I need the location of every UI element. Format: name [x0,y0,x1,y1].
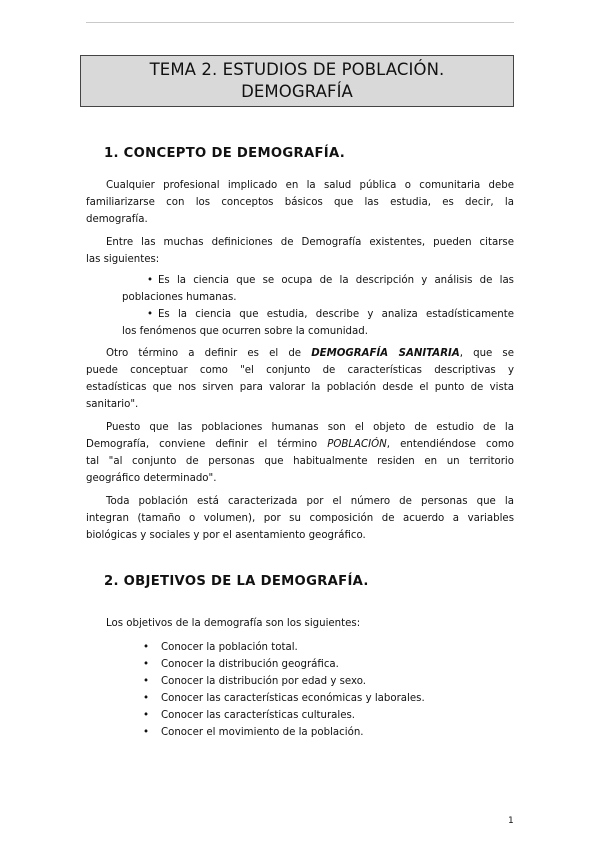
bullet-icon: • [147,309,154,320]
objectives-list [143,639,425,741]
list-item: • Conocer la distribución por edad y sexo. [143,673,425,690]
paragraph-5-line: integran (tamaño o volumen), por su composición de acuerdo a variables [86,513,514,524]
paragraph-3-line: Otro término a definir es el de DEMOGRAFÍA SANITARIA, que se [106,348,515,359]
list-item: • Conocer la distribución geográfica. [143,656,425,673]
paragraph-5 [86,493,514,544]
definition-item: • Es la ciencia que se ocupa de la descripción y análisis de las poblaciones humanas. [122,272,514,306]
definition-list [122,272,514,340]
paragraph-3-line: estadísticas que nos sirven para valorar la población desde el punto de vista [86,382,514,393]
paragraph-1-line: Cualquier profesional implicado en la salud pública o comunitaria debe [106,180,514,191]
paragraph-5-line: biológicas y sociales y por el asentamiento geográfico. [86,530,366,541]
title-line-1: TEMA 2. ESTUDIOS DE POBLACIÓN. [149,60,445,79]
title-box [80,55,514,107]
bullet-icon: • [147,275,154,286]
paragraph-1-line: familiarizarse con los conceptos básicos que las estudia, es decir, la [86,197,514,208]
emphasis-poblacion: POBLACIÓN [327,439,387,450]
paragraph-1 [86,177,514,228]
paragraph-4-line: tal "al conjunto de personas que habitualmente residen en un territorio [86,456,514,467]
paragraph-4 [86,419,514,487]
paragraph-3 [86,345,514,413]
header-rule [86,22,514,23]
definition-item: • Es la ciencia que estudia, describe y analiza estadísticamente los fenómenos que ocurren sobre la comunidad. [122,306,514,340]
paragraph-2-line: Entre las muchas definiciones de Demografía existentes, pueden citarse [106,237,514,248]
paragraph-3-line: sanitario". [86,399,139,410]
list-item: • Conocer el movimiento de la población. [143,724,425,741]
objectives-intro: Los objetivos de la demografía son los siguientes: [106,618,361,629]
list-item: • Conocer las características culturales. [143,707,425,724]
paragraph-1-line: demografía. [86,214,148,225]
paragraph-4-line: geográfico determinado". [86,473,217,484]
paragraph-2 [86,234,514,268]
page-number: 1 [508,816,514,826]
section-1-heading: 1. CONCEPTO DE DEMOGRAFÍA. [104,146,346,161]
list-item: • Conocer la población total. [143,639,425,656]
paragraph-4-line: Puesto que las poblaciones humanas son el objeto de estudio de la [106,422,514,433]
paragraph-4-line: Demografía, conviene definir el término POBLACIÓN, entendiéndose como [86,439,514,450]
emphasis-demografia-sanitaria: DEMOGRAFÍA SANITARIA [311,348,460,359]
paragraph-5-line: Toda población está caracterizada por el número de personas que la [106,496,514,507]
title-line-2: DEMOGRAFÍA [241,82,353,101]
section-2-heading: 2. OBJETIVOS DE LA DEMOGRAFÍA. [104,574,369,589]
paragraph-2-line: las siguientes: [86,254,160,265]
paragraph-3-line: puede conceptuar como "el conjunto de características descriptivas y [86,365,514,376]
list-item: • Conocer las características económicas y laborales. [143,690,425,707]
